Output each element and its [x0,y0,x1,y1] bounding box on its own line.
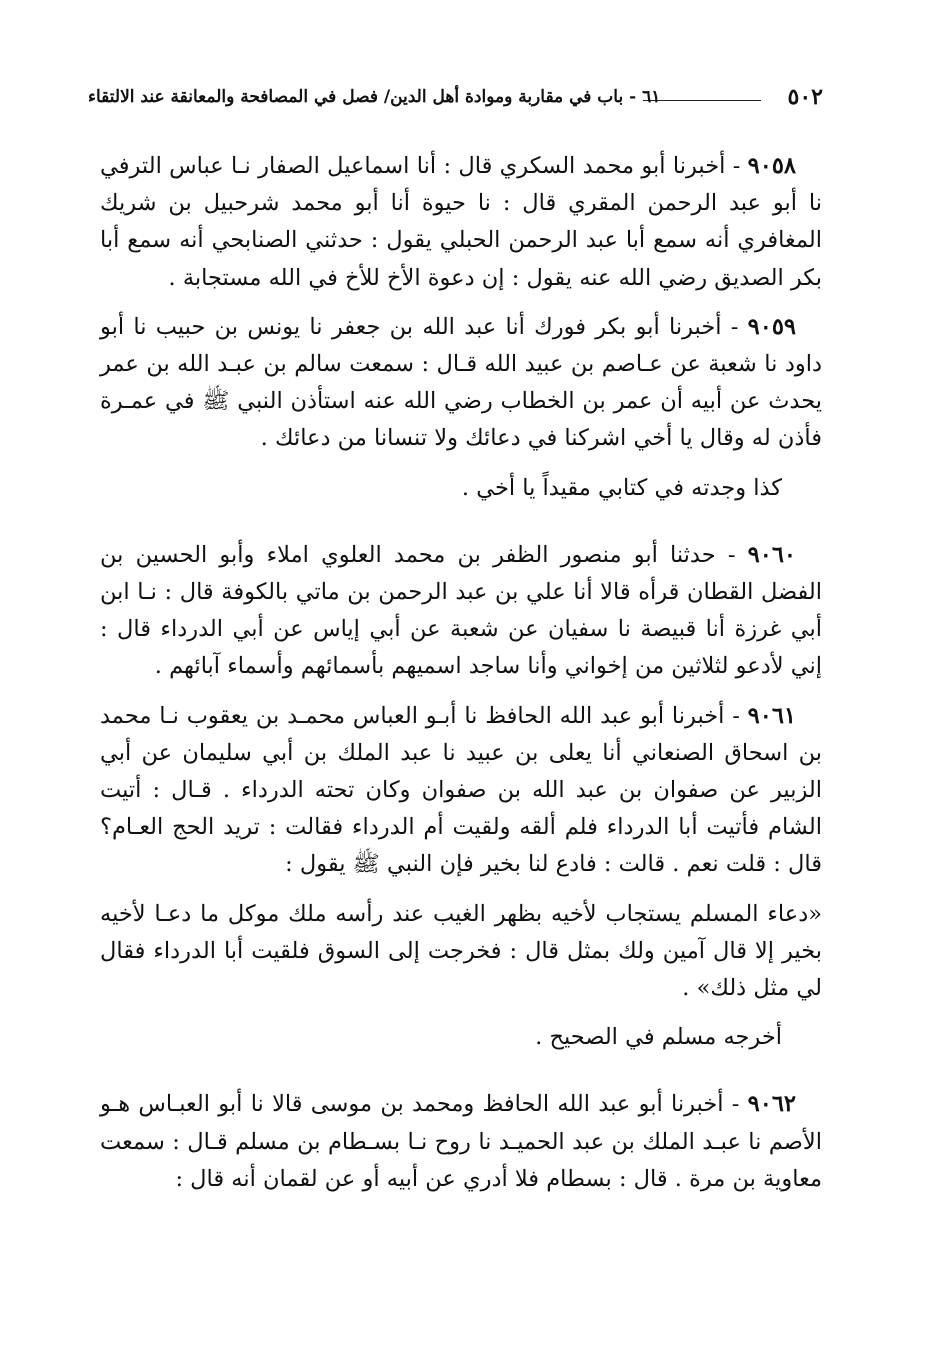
hadith-number: ٩٠٥٩ [747,313,796,340]
running-head: ٦١ - باب في مقاربة وموادة أهل الدين/ فصل في المصافحة والمعانقة عند الالتقاء [88,87,661,107]
hadith-paragraph [100,537,822,686]
page-header [88,84,823,118]
takhrij-note: أخرجه مسلم في الصحيح . [535,1024,782,1051]
header-rule [643,100,761,101]
body-text [100,148,822,1198]
hadith-text: - أخبرنا أبو عبد الله الحافظ ومحمد بن موسى قالا نا أبو العبـاس هـو الأصم نا عبـد الملك بن عبد الحميـد نا روح نـا بسـطام بن مسلم قـال : سمعت معاوية بن مرة . قال : بسطام فلا أدري عن أبيه أو عن لقمان أنه قال : [100,1091,822,1192]
hadith-paragraph [100,309,822,458]
hadith-text: - أخبرنا أبو بكر فورك أنا عبد الله بن جعفر نا يونس بن حبيب نا أبو داود نا شعبة عن عـاصم بن عبيد الله قـال : سمعت سالم بن عبـد الله بن عمر يحدث عن أبيه أن عمر بن الخطاب رضي الله عنه استأذن النبي ﷺ في عمـرة فأذن له وقال يا أخي اشركنا في دعائك ولا تنسانا من دعائك . [100,313,822,452]
hadith-number: ٩٠٦١ [747,702,796,729]
hadith-number: ٩٠٦٢ [747,1091,796,1118]
hadith-number: ٩٠٦٠ [747,541,796,568]
page-number: ٥٠٢ [787,84,823,110]
hadith-quote: «دعاء المسلم يستجاب لأخيه بظهر الغيب عند رأسه ملك موكل ما دعـا لأخيه بخير إلا قال آمين ولك بمثل قال : فخرجت إلى السوق فلقيت أبا الدرداء فقال لي مثل ذلك» . [100,900,822,1002]
hadith-paragraph [100,148,822,297]
author-note: كذا وجدته في كتابي مقيداً يا أخي . [461,474,782,501]
hadith-number: ٩٠٥٨ [747,153,796,179]
hadith-paragraph [100,698,822,884]
hadith-text: - حدثنا أبو منصور الظفر بن محمد العلوي املاء وأبو الحسين بن الفضل القطان قرأه قالا أنا علي بن عبد الرحمن بن ماتي بالكوفة قال : نـا ابن أبي غرزة أنا قبيصة نا سفيان عن شعبة عن أبي إياس عن أبي الدرداء قال : إني لأدعو لثلاثين من إخواني وأنا ساجد اسميهم بأسمائهم وأسماء آبائهم . [100,541,822,680]
hadith-text: - أخبرنا أبو محمد السكري قال : أنا اسماعيل الصفار نـا عباس الترفي نا أبو عبد الرحمن المقري قال : نا حيوة أنا أبو محمد شرحبيل بن شريك المغافري أنه سمع أبا عبد الرحمن الحبلي يقول : حدثني الصنابحي أنه سمع أبا بكر الصديق رضي الله عنه يقول : إن دعوة الأخ للأخ في الله مستجابة . [100,153,822,291]
hadith-text: - أخبرنا أبو عبد الله الحافظ نا أبـو العباس محمـد بن يعقوب نـا محمد بن اسحاق الصنعاني أنا يعلى بن عبيد نا عبد الملك بن أبي سليمان عن أبي الزبير عن صفوان بن عبد الله بن صفوان وكان تحته الدرداء . قـال : أتيت الشام فأتيت أبا الدرداء فلم ألقه ولقيت أم الدرداء فقالت : تريد الحج العـام؟ قال : قلت نعم . قالت : فادع لنا بخير فإن النبي ﷺ يقول : [100,702,822,878]
hadith-paragraph [100,1086,822,1198]
